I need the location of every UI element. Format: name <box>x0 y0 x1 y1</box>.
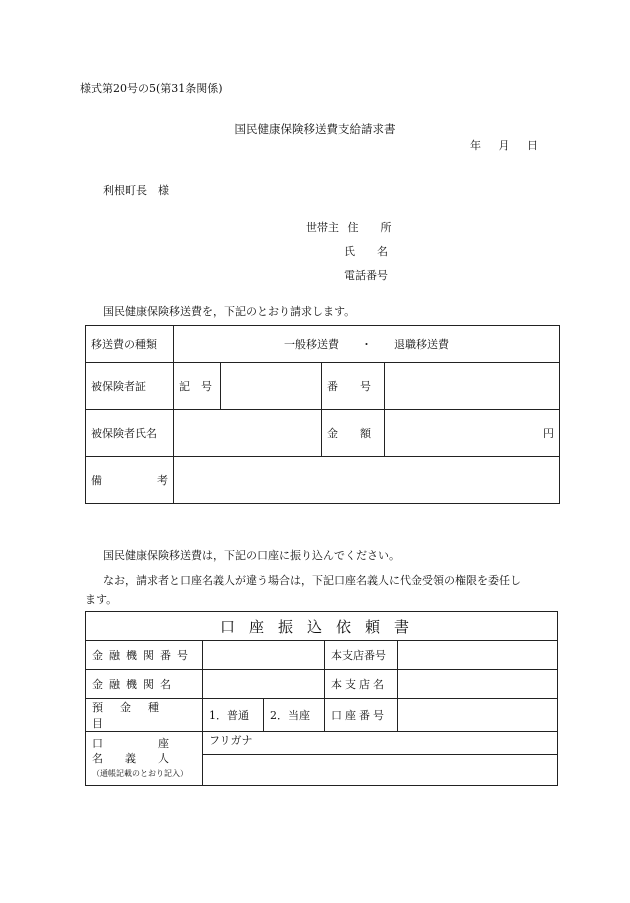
delegation-note-line2: ます。 <box>85 593 118 606</box>
phone-label: 電話番号 <box>344 269 388 282</box>
household-head-label: 世帯主 <box>306 221 339 234</box>
ordinary-option[interactable]: 1．普通 <box>203 699 264 732</box>
account-holder-label <box>86 732 203 786</box>
date-line <box>470 137 552 153</box>
day-label: 日 <box>527 139 538 152</box>
account-holder-label-line1: 口 座 <box>92 737 169 750</box>
month-label: 月 <box>498 139 510 152</box>
symbol-label: 記 号 <box>174 363 221 410</box>
year-label: 年 <box>470 139 481 152</box>
deposit-type-label: 預金種目 <box>86 699 203 732</box>
transport-type-label: 移送費の種類 <box>86 326 174 363</box>
name-label: 氏 名 <box>344 245 388 258</box>
yen-unit: 円 <box>543 427 554 440</box>
remarks-field[interactable] <box>174 457 560 504</box>
furigana-field[interactable] <box>203 732 558 755</box>
account-holder-label-line2: 名 義 人 <box>92 752 169 765</box>
current-option[interactable]: 2．当座 <box>264 699 325 732</box>
form-number: 様式第20号の5(第31条関係) <box>80 82 223 95</box>
branch-code-field[interactable] <box>398 641 558 670</box>
account-holder-field[interactable] <box>203 755 558 786</box>
bank-table-title: 口座振込依頼書 <box>86 612 558 641</box>
transfer-note: 国民健康保険移送費は，下記の口座に振り込んでください。 <box>103 549 400 562</box>
institution-code-field[interactable] <box>203 641 325 670</box>
account-holder-note: （通帳記載のとおり記入） <box>92 769 188 778</box>
addressee: 利根町長 様 <box>103 184 169 197</box>
amount-field[interactable] <box>385 410 560 457</box>
insured-card-label: 被保険者証 <box>86 363 174 410</box>
address-label: 住 所 <box>347 221 392 234</box>
symbol-field[interactable] <box>221 363 322 410</box>
number-label: 番 号 <box>322 363 385 410</box>
branch-name-field[interactable] <box>398 670 558 699</box>
account-number-label: 口座番号 <box>325 699 398 732</box>
account-number-field[interactable] <box>398 699 558 732</box>
amount-label: 金 額 <box>322 410 385 457</box>
delegation-note-line1: なお，請求者と口座名義人が違う場合は，下記口座名義人に代金受領の権限を委任し <box>103 574 521 587</box>
household-block <box>306 218 392 290</box>
institution-name-field[interactable] <box>203 670 325 699</box>
branch-name-label: 本支店名 <box>325 670 398 699</box>
institution-code-label: 金融機関番号 <box>86 641 203 670</box>
claim-table <box>85 325 560 504</box>
branch-code-label: 本支店番号 <box>325 641 398 670</box>
remarks-label: 備 考 <box>86 457 174 504</box>
bank-transfer-table <box>85 611 558 786</box>
insured-name-field[interactable] <box>174 410 322 457</box>
furigana-label: フリガナ <box>209 734 253 747</box>
transport-type-options[interactable]: 一般移送費 ・ 退職移送費 <box>174 326 560 363</box>
intro-text: 国民健康保険移送費を，下記のとおり請求します。 <box>103 305 356 318</box>
insured-name-label: 被保険者氏名 <box>86 410 174 457</box>
document-title: 国民健康保険移送費支給請求書 <box>234 122 396 136</box>
institution-name-label: 金融機関名 <box>86 670 203 699</box>
number-field[interactable] <box>385 363 560 410</box>
